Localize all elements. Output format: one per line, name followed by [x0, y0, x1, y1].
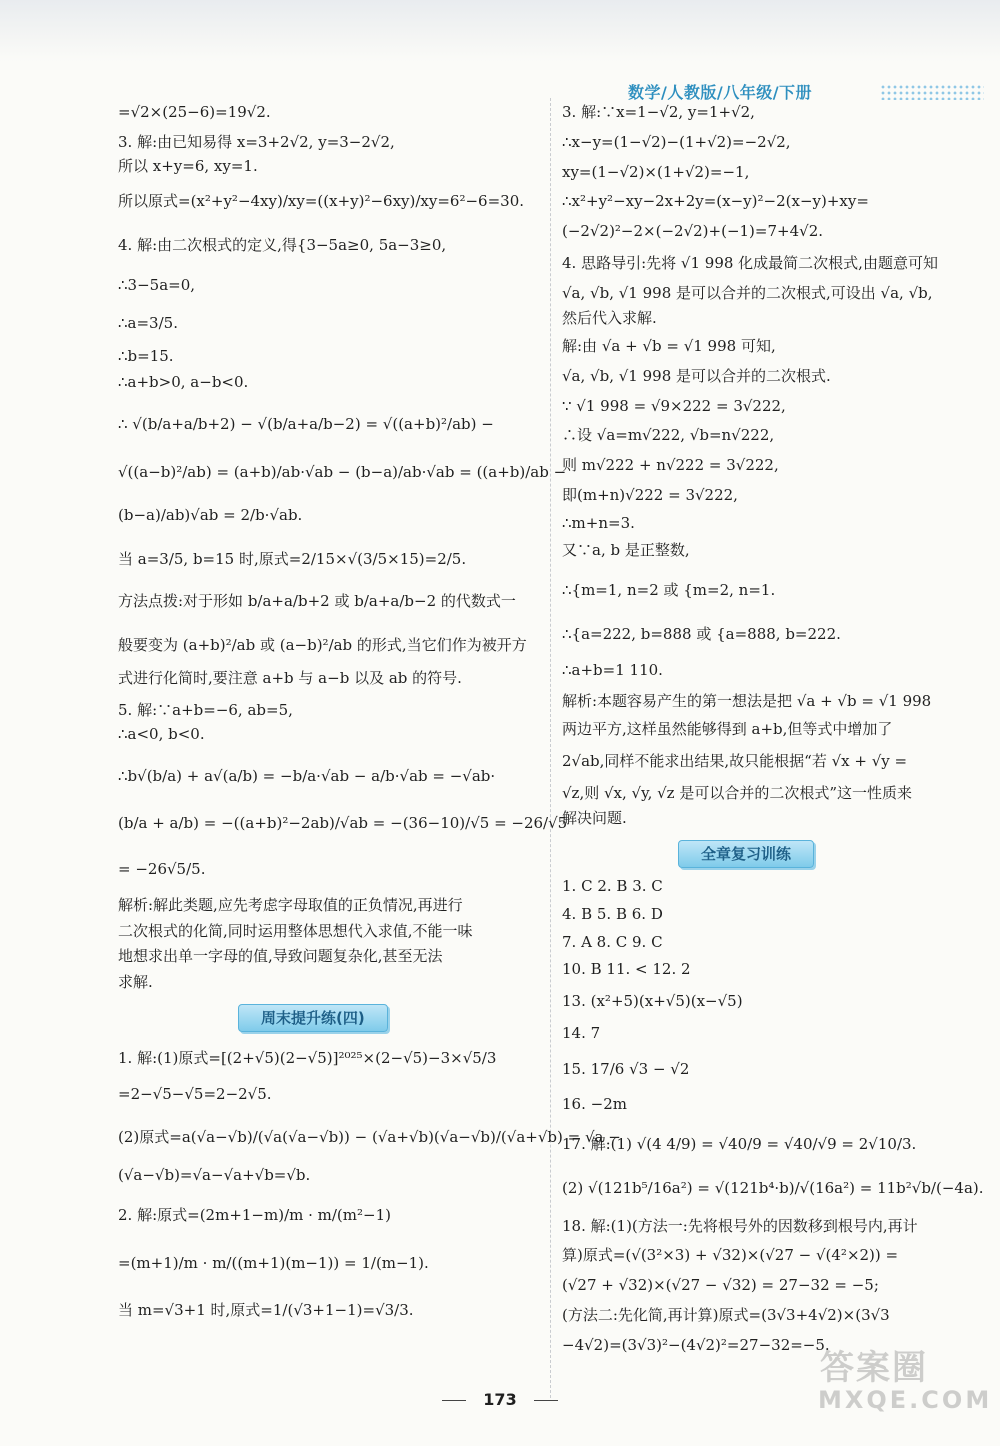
text-line: 5. 解:∵a+b=−6, ab=5,: [118, 701, 293, 719]
text-line: (b/a + a/b) = −((a+b)²−2ab)/√ab = −(36−10)/√5 = −26/√5: [118, 814, 568, 833]
text-line: =(m+1)/m · m/((m+1)(m−1)) = 1/(m−1).: [118, 1253, 429, 1272]
text-line: ∴a+b=1 110.: [562, 660, 663, 679]
page-number: 173: [483, 1390, 517, 1409]
answer-line: (√27 + √32)×(√27 − √32) = 27−32 = −5;: [562, 1276, 879, 1294]
text-line: ∴3−5a=0,: [118, 275, 196, 294]
site-watermark: [800, 1340, 993, 1430]
text-line: ∴m+n=3.: [562, 513, 635, 532]
answer-line: (2) √(121b⁵/16a²) = √(121b⁴·b)/√(16a²) = 11b²√b/(−4a).: [562, 1178, 984, 1197]
watermark-text: 答案圈: [820, 1348, 928, 1388]
footer-dash-left: [442, 1400, 466, 1401]
answer-line: 14. 7: [562, 1023, 601, 1042]
text-line: 解析:本题容易产生的第一想法是把 √a + √b = √1 998: [562, 692, 932, 711]
text-line: 3. 解:由已知易得 x=3+2√2, y=3−2√2,: [118, 132, 395, 151]
text-line: ∵ √1 998 = √9×222 = 3√222,: [562, 396, 786, 415]
answer-line: 16. −2m: [562, 1095, 627, 1114]
text-line: 4. 解:由二次根式的定义,得{3−5a≥0, 5a−3≥0,: [118, 236, 447, 254]
text-line: ∴a<0, b<0.: [118, 724, 205, 743]
banner-row: [118, 1004, 536, 1032]
text-line: (−2√2)²−2×(−2√2)+(−1)=7+4√2.: [562, 222, 824, 240]
text-line: =2−√5−√5=2−2√5.: [118, 1084, 272, 1103]
answer-line: (方法二:先化简,再计算)原式=(3√3+4√2)×(3√3: [562, 1305, 890, 1324]
column-divider: [550, 98, 551, 1398]
text-line: ∴x−y=(1−√2)−(1+√2)=−2√2,: [562, 132, 791, 151]
answer-line: 17. 解:(1) √(4 4/9) = √40/9 = √40/√9 = 2√10/3.: [562, 1135, 917, 1153]
text-line: √z,则 √x, √y, √z 是可以合并的二次根式”这一性质来: [562, 783, 913, 802]
text-line: 3. 解:∵x=1−√2, y=1+√2,: [562, 103, 755, 121]
text-line: ∴ √(b/a+a/b+2) − √(b/a+a/b−2) = √((a+b)²/ab) −: [118, 414, 494, 433]
answer-line: 7. A 8. C 9. C: [562, 932, 663, 951]
book-header-title: 数学/人教版/八年级/下册: [628, 83, 813, 102]
answer-line: −4√2)=(3√3)²−(4√2)²=27−32=−5.: [562, 1335, 830, 1354]
text-line: 当 m=√3+1 时,原式=1/(√3+1−1)=√3/3.: [118, 1301, 414, 1320]
text-line: ∴a=3/5.: [118, 313, 178, 332]
text-line: (2)原式=a(√a−√b)/(√a(√a−√b)) − (√a+√b)(√a−√b)/(√a+√b) = √a −: [118, 1128, 621, 1147]
text-line: ∴{m=1, n=2 或 {m=2, n=1.: [562, 581, 776, 599]
section-banner-weekend: 周末提升练(四): [238, 1004, 388, 1032]
text-line: 1. 解:(1)原式=[(2+√5)(2−√5)]²⁰²⁵×(2−√5)−3×√5/3: [118, 1048, 497, 1067]
text-line: 式进行化简时,要注意 a+b 与 a−b 以及 ab 的符号.: [118, 669, 462, 688]
text-line: 所以原式=(x²+y²−4xy)/xy=((x+y)²−6xy)/xy=6²−6=30.: [118, 192, 525, 211]
text-line: ∴a+b>0, a−b<0.: [118, 373, 249, 391]
banner-row: [562, 840, 982, 868]
text-line: = −26√5/5.: [118, 860, 206, 878]
answer-line: 13. (x²+5)(x+√5)(x−√5): [562, 992, 743, 1010]
text-line: 地想求出单一字母的值,导致问题复杂化,甚至无法: [118, 947, 443, 966]
text-line: =√2×(25−6)=19√2.: [118, 103, 271, 121]
footer-dash-right: [534, 1400, 558, 1401]
answer-line: 算)原式=(√(3²×3) + √32)×(√27 − √(4²×2)) =: [562, 1246, 899, 1265]
text-line: 般要变为 (a+b)²/ab 或 (a−b)²/ab 的形式,当它们作为被开方: [118, 635, 527, 654]
answer-line: 10. B 11. < 12. 2: [562, 960, 691, 979]
text-line: 即(m+n)√222 = 3√222,: [562, 485, 738, 504]
answer-line: 1. C 2. B 3. C: [562, 877, 663, 895]
text-line: √a, √b, √1 998 是可以合并的二次根式,可设出 √a, √b,: [562, 283, 933, 302]
watermark-url: MXQE.COM: [818, 1386, 993, 1414]
text-line: 两边平方,这样虽然能够得到 a+b,但等式中增加了: [562, 720, 893, 738]
text-line: xy=(1−√2)×(1+√2)=−1,: [562, 162, 750, 181]
text-line: 4. 思路导引:先将 √1 998 化成最简二次根式,由题意可知: [562, 253, 938, 272]
text-line: ∴b=15.: [118, 347, 174, 366]
text-line: ∴{a=222, b=888 或 {a=888, b=222.: [562, 624, 841, 643]
text-line: 解析:解此类题,应先考虑字母取值的正负情况,再进行: [118, 895, 463, 914]
text-line: 又∵a, b 是正整数,: [562, 541, 690, 560]
text-line: 解:由 √a + √b = √1 998 可知,: [562, 337, 776, 355]
text-line: 2. 解:原式=(2m+1−m)/m · m/(m²−1): [118, 1205, 391, 1224]
answer-line: 18. 解:(1)(方法一:先将根号外的因数移到根号内,再计: [562, 1216, 918, 1235]
text-line: ∴x²+y²−xy−2x+2y=(x−y)²−2(x−y)+xy=: [562, 192, 869, 211]
section-banner-review: 全章复习训练: [678, 840, 814, 868]
text-line: ∴设 √a=m√222, √b=n√222,: [562, 426, 775, 445]
text-line: 解决问题.: [562, 809, 627, 828]
text-line: √((a−b)²/ab) = (a+b)/ab·√ab − (b−a)/ab·√ab = ((a+b)/ab −: [118, 462, 567, 481]
text-line: (b−a)/ab)√ab = 2/b·√ab.: [118, 506, 303, 525]
scan-background: [0, 0, 1000, 62]
text-line: ∴b√(b/a) + a√(a/b) = −b/a·√ab − a/b·√ab = −√ab·: [118, 766, 496, 785]
text-line: (√a−√b)=√a−√a+√b=√b.: [118, 1166, 311, 1184]
text-line: 然后代入求解.: [562, 309, 657, 328]
text-line: 2√ab,同样不能求出结果,故只能根据“若 √x + √y =: [562, 751, 908, 770]
right-column: [562, 96, 982, 1356]
text-line: 二次根式的化简,同时运用整体思想代入求值,不能一味: [118, 921, 473, 940]
answer-line: 4. B 5. B 6. D: [562, 904, 663, 923]
text-line: 所以 x+y=6, xy=1.: [118, 156, 258, 175]
text-line: 当 a=3/5, b=15 时,原式=2/15×√(3/5×15)=2/5.: [118, 550, 467, 568]
text-line: 方法点拨:对于形如 b/a+a/b+2 或 b/a+a/b−2 的代数式一: [118, 591, 516, 610]
text-line: 则 m√222 + n√222 = 3√222,: [562, 456, 779, 474]
text-line: √a, √b, √1 998 是可以合并的二次根式.: [562, 366, 831, 385]
answer-line: 15. 17/6 √3 − √2: [562, 1059, 690, 1078]
text-line: 求解.: [118, 973, 153, 991]
